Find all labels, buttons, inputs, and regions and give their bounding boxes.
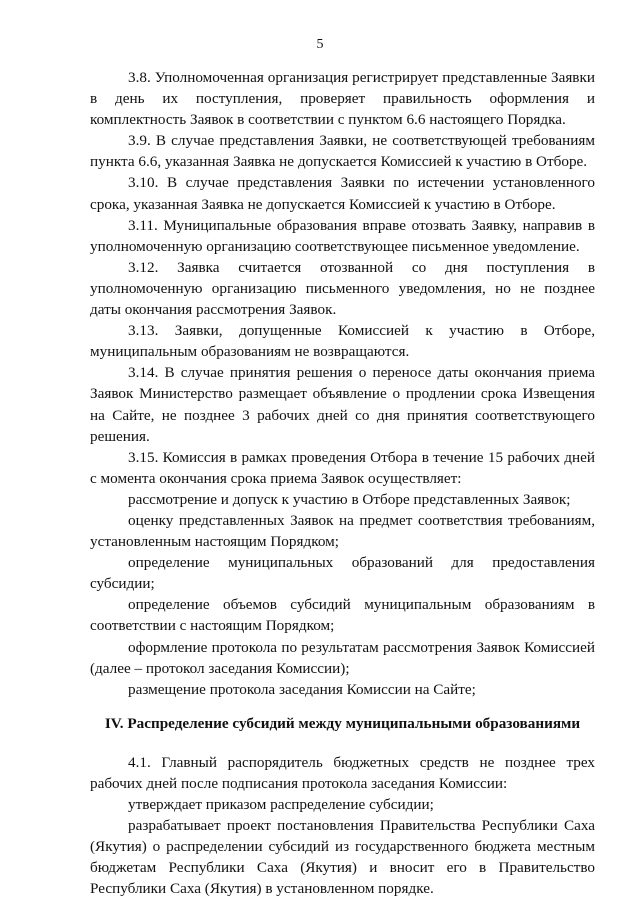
paragraph-4-1: 4.1. Главный распорядитель бюджетных средств не позднее трех рабочих дней после подписания протокола заседания Комиссии: bbox=[90, 753, 595, 792]
paragraph-3-13: 3.13. Заявки, допущенные Комиссией к участию в Отборе, муниципальным образованиям не возвращаются. bbox=[90, 322, 595, 361]
list-item-protocol: оформление протокола по результатам рассмотрения Заявок Комиссией (далее – протокол заседания Комиссии); bbox=[90, 638, 595, 677]
paragraph-3-9: 3.9. В случае представления Заявки, не соответствующей требованиям пункта 6.6, указанная Заявка не допускается Комиссией к участию в Отборе. bbox=[90, 132, 595, 171]
list-item-amounts: определение объемов субсидий муниципальным образованиям в соответствии с настоящим Порядком; bbox=[90, 596, 595, 635]
paragraph-3-15: 3.15. Комиссия в рамках проведения Отбора в течение 15 рабочих дней с момента окончания срока приема Заявок осуществляет: bbox=[90, 448, 595, 487]
paragraph-3-8: 3.8. Уполномоченная организация регистрирует представленные Заявки в день их поступления, проверяет правильность оформления и комплектность Заявок в соответствии с пунктом 6.6 настоящего Порядка. bbox=[90, 69, 595, 129]
paragraph-3-10: 3.10. В случае представления Заявки по истечении установленного срока, указанная Заявка не допускается Комиссией к участию в Отборе. bbox=[90, 174, 595, 213]
paragraph-3-14: 3.14. В случае принятия решения о переносе даты окончания приема Заявок Министерство размещает объявление о продлении срока Извещения на Сайте, не позднее 3 рабочих дней со дня принятия соответствующего решения. bbox=[90, 364, 595, 445]
list-item-selection: определение муниципальных образований для предоставления субсидии; bbox=[90, 554, 595, 593]
list-item-publication: размещение протокола заседания Комиссии на Сайте; bbox=[128, 680, 476, 698]
list-item-draft-resolution: разрабатывает проект постановления Правительства Республики Саха (Якутия) о распределении субсидий из государственного бюджета местным бюджетам Республики Саха (Якутия) и вносит его в Правительство Республики Саха (Якутия) в установленном порядке. bbox=[90, 817, 595, 898]
paragraph-3-11: 3.11. Муниципальные образования вправе отозвать Заявку, направив в уполномоченную организацию соответствующее письменное уведомление. bbox=[90, 216, 595, 255]
paragraph-3-12: 3.12. Заявка считается отозванной со дня поступления в уполномоченную организацию письменного уведомления, но не позднее даты окончания рассмотрения Заявок. bbox=[90, 258, 595, 319]
page-number: 5 bbox=[316, 37, 324, 52]
list-item-review: рассмотрение и допуск к участию в Отборе представленных Заявок; bbox=[128, 490, 571, 508]
section-heading: IV. Распределение субсидий между муниципальными образованиями bbox=[104, 714, 581, 732]
list-item-approve: утверждает приказом распределение субсидии; bbox=[128, 796, 434, 813]
list-item-evaluation: оценку представленных Заявок на предмет соответствия требованиям, установленным настоящим Порядком; bbox=[90, 511, 595, 551]
document-body bbox=[90, 67, 595, 899]
